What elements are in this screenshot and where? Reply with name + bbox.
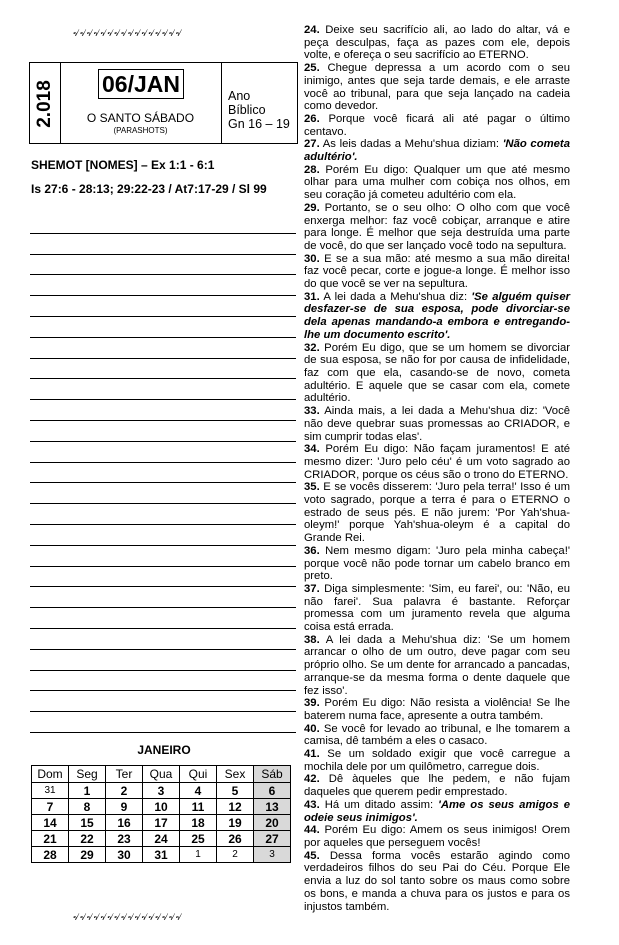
date-header [29, 62, 298, 144]
calendar-week [32, 847, 291, 863]
verse [304, 342, 570, 406]
calendar-day: 27 [254, 831, 291, 847]
calendar-day: 31 [32, 783, 69, 799]
calendar-day: 22 [69, 831, 106, 847]
calendar-day: 30 [106, 847, 143, 863]
bottom-ornament: ৵৵৵৵৵৵৵৵৵৵৵৵৵৵৵৵ [73, 910, 183, 923]
writing-line [30, 213, 296, 234]
verse-text: Porém Eu digo: Amem os seus inimigos! Orem por aqueles que perseguem vocês! [304, 824, 570, 849]
top-ornament: ৵৵৵৵৵৵৵৵৵৵৵৵৵৵৵৵ [73, 26, 183, 39]
gn-reference: Gn 16 – 19 [228, 117, 290, 131]
writing-line [30, 629, 296, 650]
calendar-day: 10 [143, 799, 180, 815]
verse-text: Se você for levado ao tribunal, e lhe tomarem a camisa, dê também a eles o casaco. [304, 722, 570, 748]
calendar-day: 11 [180, 799, 217, 815]
calendar-day: 17 [143, 815, 180, 831]
calendar-day: 2 [106, 783, 143, 799]
verse-number: 27. [304, 138, 320, 151]
verse [304, 481, 570, 545]
writing-line [30, 338, 296, 359]
date: 06/JAN [98, 69, 184, 99]
calendar-day: 31 [143, 847, 180, 863]
verse-quote: 'Não cometa adultério'. [304, 138, 570, 164]
verse [304, 62, 570, 113]
verse [304, 202, 570, 253]
writing-line [30, 379, 296, 400]
calendar-day: 18 [180, 815, 217, 831]
verse-number: 38. [304, 633, 320, 646]
writing-line [30, 234, 296, 255]
verse-number: 41. [304, 748, 320, 761]
calendar-day: 16 [106, 815, 143, 831]
calendar-day: 14 [32, 815, 69, 831]
writing-line [30, 712, 296, 733]
verse-number: 29. [304, 201, 320, 214]
verse-text: Porque você ficará ali até pagar o último centavo. [304, 112, 570, 138]
reading-references: Is 27:6 - 28:13; 29:22-23 / At7:17-29 / Sl 99 [31, 182, 267, 196]
writing-lines [30, 213, 296, 733]
writing-line [30, 317, 296, 338]
writing-line [30, 671, 296, 692]
writing-line [30, 525, 296, 546]
verse-quote: 'Se alguém quiser desfazer-se de sua esposa, pode divorciar-se dela apenas mandando-a embora e entregando-lhe um documento escrito'. [304, 290, 571, 341]
writing-line [30, 504, 296, 525]
verse-number: 24. [304, 24, 320, 36]
writing-line [30, 359, 296, 380]
verse [304, 443, 570, 481]
verse-number: 26. [304, 112, 320, 125]
verse-text: Porém Eu digo: Não resista a violência! Se lhe baterem numa face, apresente a outra também. [304, 697, 570, 722]
calendar-day: 21 [32, 831, 69, 847]
calendar-week [32, 815, 291, 831]
verse-text: Nem mesmo digam: 'Juro pela minha cabeça!' porque você não pode tornar um cabelo branco em preto. [304, 544, 570, 583]
verse-text: Porém Eu digo, que se um homem se divorciar de sua esposa, se não for por causa de infidelidade, faz com que ela, casando-se de novo, cometa adultério. E aquele que se casar com ela, comete adultério. [304, 341, 570, 405]
verse [304, 748, 570, 773]
calendar-day: 2 [217, 847, 254, 863]
verse-text: Porém Eu digo: Não façam juramentos! E até mesmo dizer: 'Juro pelo céu' é um voto sagrado ao CRIADOR, porque os céus são o trono do ETERNO. [304, 443, 570, 481]
verse-number: 43. [304, 798, 320, 811]
verse-number: 30. [304, 252, 320, 265]
calendar-day: 13 [254, 799, 291, 815]
calendar-week [32, 783, 291, 799]
verse-text: As leis dadas a Mehu'shua diziam: [319, 138, 503, 151]
verse-column [304, 24, 570, 913]
calendar-week [32, 831, 291, 847]
writing-line [30, 483, 296, 504]
calendar-day: 20 [254, 815, 291, 831]
writing-line [30, 608, 296, 629]
calendar-day: 9 [106, 799, 143, 815]
calendar-day: 19 [217, 815, 254, 831]
writing-line [30, 691, 296, 712]
verse [304, 113, 570, 138]
writing-line [30, 421, 296, 442]
calendar-day: 1 [180, 847, 217, 863]
calendar-day: 24 [143, 831, 180, 847]
parasha-title: SHEMOT [NOMES] – Ex 1:1 - 6:1 [31, 158, 215, 172]
verse [304, 291, 570, 342]
verse [304, 697, 570, 722]
verse-number: 37. [304, 582, 320, 595]
calendar-weekday: Qui [180, 766, 217, 783]
calendar-month: JANEIRO [137, 743, 191, 757]
calendar-weekday: Dom [32, 766, 69, 783]
calendar-day: 8 [69, 799, 106, 815]
calendar-week [32, 799, 291, 815]
verse-text: Portanto, se o seu olho: O olho com que você enxerga melhor: faz você cobiçar, arranque e atire para longe. É melhor que seja destruída uma parte de você, do que ser lançado você todo na sepultura. [304, 201, 570, 252]
verse-text: A lei dada a Mehu'shua diz: 'Se um homem arrancar o olho de um outro, deve pagar com seu próprio olho. Se um dente for arrancado a pancadas, arranque-se da mesma forma o dente daquele que fez isso'. [304, 633, 570, 697]
ano-label: Ano [228, 89, 251, 103]
verse [304, 824, 570, 849]
verse-text: Chegue depressa a um acordo com o seu inimigo, antes que seja tarde demais, e ele arraste você ao tribunal, para que seja lançado na cadeia como devedor. [304, 62, 570, 113]
calendar [31, 765, 291, 863]
writing-line [30, 546, 296, 567]
verse-number: 39. [304, 697, 320, 710]
verse-number: 34. [304, 443, 320, 456]
verse [304, 583, 570, 634]
verse-text: Ainda mais, a lei dada a Mehu'shua diz: 'Você não deve quebrar suas promessas ao CRIADOR, e sim cumprir todas elas'. [304, 405, 570, 443]
writing-line [30, 587, 296, 608]
writing-line [30, 296, 296, 317]
verse-number: 31. [304, 290, 320, 303]
sabbath-title: O SANTO SÁBADO [86, 111, 195, 125]
verse-number: 25. [304, 62, 320, 75]
verse-text: Dê àqueles que lhe pedem, e não fujam daqueles que querem pedir emprestado. [304, 773, 570, 799]
verse-number: 33. [304, 405, 320, 418]
bible-year-cell [228, 89, 290, 131]
calendar-day: 23 [106, 831, 143, 847]
calendar-day: 4 [180, 783, 217, 799]
verse [304, 253, 570, 291]
writing-line [30, 650, 296, 671]
verse-text: A lei dada a Mehu'shua diz: [319, 290, 472, 303]
verse-number: 45. [304, 849, 320, 862]
verse-number: 40. [304, 722, 320, 735]
verse [304, 634, 570, 698]
verse-text: Diga simplesmente: 'Sim, eu farei', ou: 'Não, eu não farei'. Sua palavra é bastante. Reforçar promessa com um juramento revela que alguma coisa está errada. [304, 582, 570, 634]
writing-line [30, 275, 296, 296]
year-cell [30, 63, 61, 143]
calendar-day: 3 [254, 847, 291, 863]
writing-line [30, 567, 296, 588]
biblico-label: Bíblico [228, 103, 266, 117]
writing-line [30, 442, 296, 463]
verse-number: 35. [304, 481, 320, 494]
verse-text: Deixe seu sacrifício ali, ao lado do altar, vá e peça desculpas, faça as pazes com ele, depois volte, e ofereça o seu sacrifício ao ETERNO. [304, 24, 570, 62]
writing-line [30, 400, 296, 421]
verse-number: 28. [304, 163, 320, 176]
calendar-day: 1 [69, 783, 106, 799]
verse [304, 405, 570, 443]
verse-text: E se a sua mão: até mesmo a sua mão direita! faz você pecar, corte e jogue-a longe. É melhor isso do que você se ver na sepultura. [304, 252, 570, 291]
verse-text: Há um ditado assim: [319, 798, 439, 811]
verse-number: 32. [304, 341, 320, 354]
calendar-weekday: Qua [143, 766, 180, 783]
calendar-day: 28 [32, 847, 69, 863]
verse-number: 44. [304, 824, 320, 837]
verse-text: Se um soldado exigir que você carregue a mochila dele por um quilômetro, carregue dois. [304, 748, 570, 773]
verse-number: 42. [304, 773, 320, 786]
calendar-day: 7 [32, 799, 69, 815]
verse-text: E se vocês disserem: 'Juro pela terra!' Isso é um voto sagrado, porque a terra é para o ETERNO o estrado de seus pés. E não jurem: 'Por Yah'shua-oleym!' porque Yah'shua-oleym é a capital do Grande Rei. [304, 481, 570, 545]
calendar-day: 29 [69, 847, 106, 863]
verse [304, 545, 570, 583]
calendar-day: 12 [217, 799, 254, 815]
calendar-header-row [32, 766, 291, 783]
calendar-day: 3 [143, 783, 180, 799]
calendar-day: 15 [69, 815, 106, 831]
calendar-weekday: Sex [217, 766, 254, 783]
calendar-day: 5 [217, 783, 254, 799]
calendar-day: 6 [254, 783, 291, 799]
date-cell [60, 63, 222, 143]
year: 2.018 [34, 80, 55, 128]
writing-line [30, 255, 296, 276]
verse [304, 24, 570, 62]
calendar-day: 25 [180, 831, 217, 847]
verse-text: Dessa forma vocês estarão agindo como verdadeiros filhos do seu Pai do Céu. Porque Ele envia a luz do sol tanto sobre os maus como sobre os bons, e manda a chuva para os justos e para os injustos também. [304, 849, 570, 913]
verse-text: Porém Eu digo: Qualquer um que até mesmo olhar para uma mulher com cobiça nos olhos, em seu coração já cometeu adultério com ela. [304, 163, 570, 202]
calendar-weekday: Seg [69, 766, 106, 783]
verse [304, 723, 570, 748]
verse [304, 164, 570, 202]
verse [304, 138, 570, 163]
verse-quote: 'Ame os seus amigos e odeie seus inimigos'. [304, 798, 570, 824]
parashots-label: (PARASHOTS) [113, 126, 168, 135]
verse [304, 773, 570, 798]
verse [304, 799, 570, 824]
verse-number: 36. [304, 544, 320, 557]
calendar-weekday: Sáb [254, 766, 291, 783]
verse [304, 850, 570, 914]
calendar-weekday: Ter [106, 766, 143, 783]
calendar-day: 26 [217, 831, 254, 847]
writing-line [30, 463, 296, 484]
